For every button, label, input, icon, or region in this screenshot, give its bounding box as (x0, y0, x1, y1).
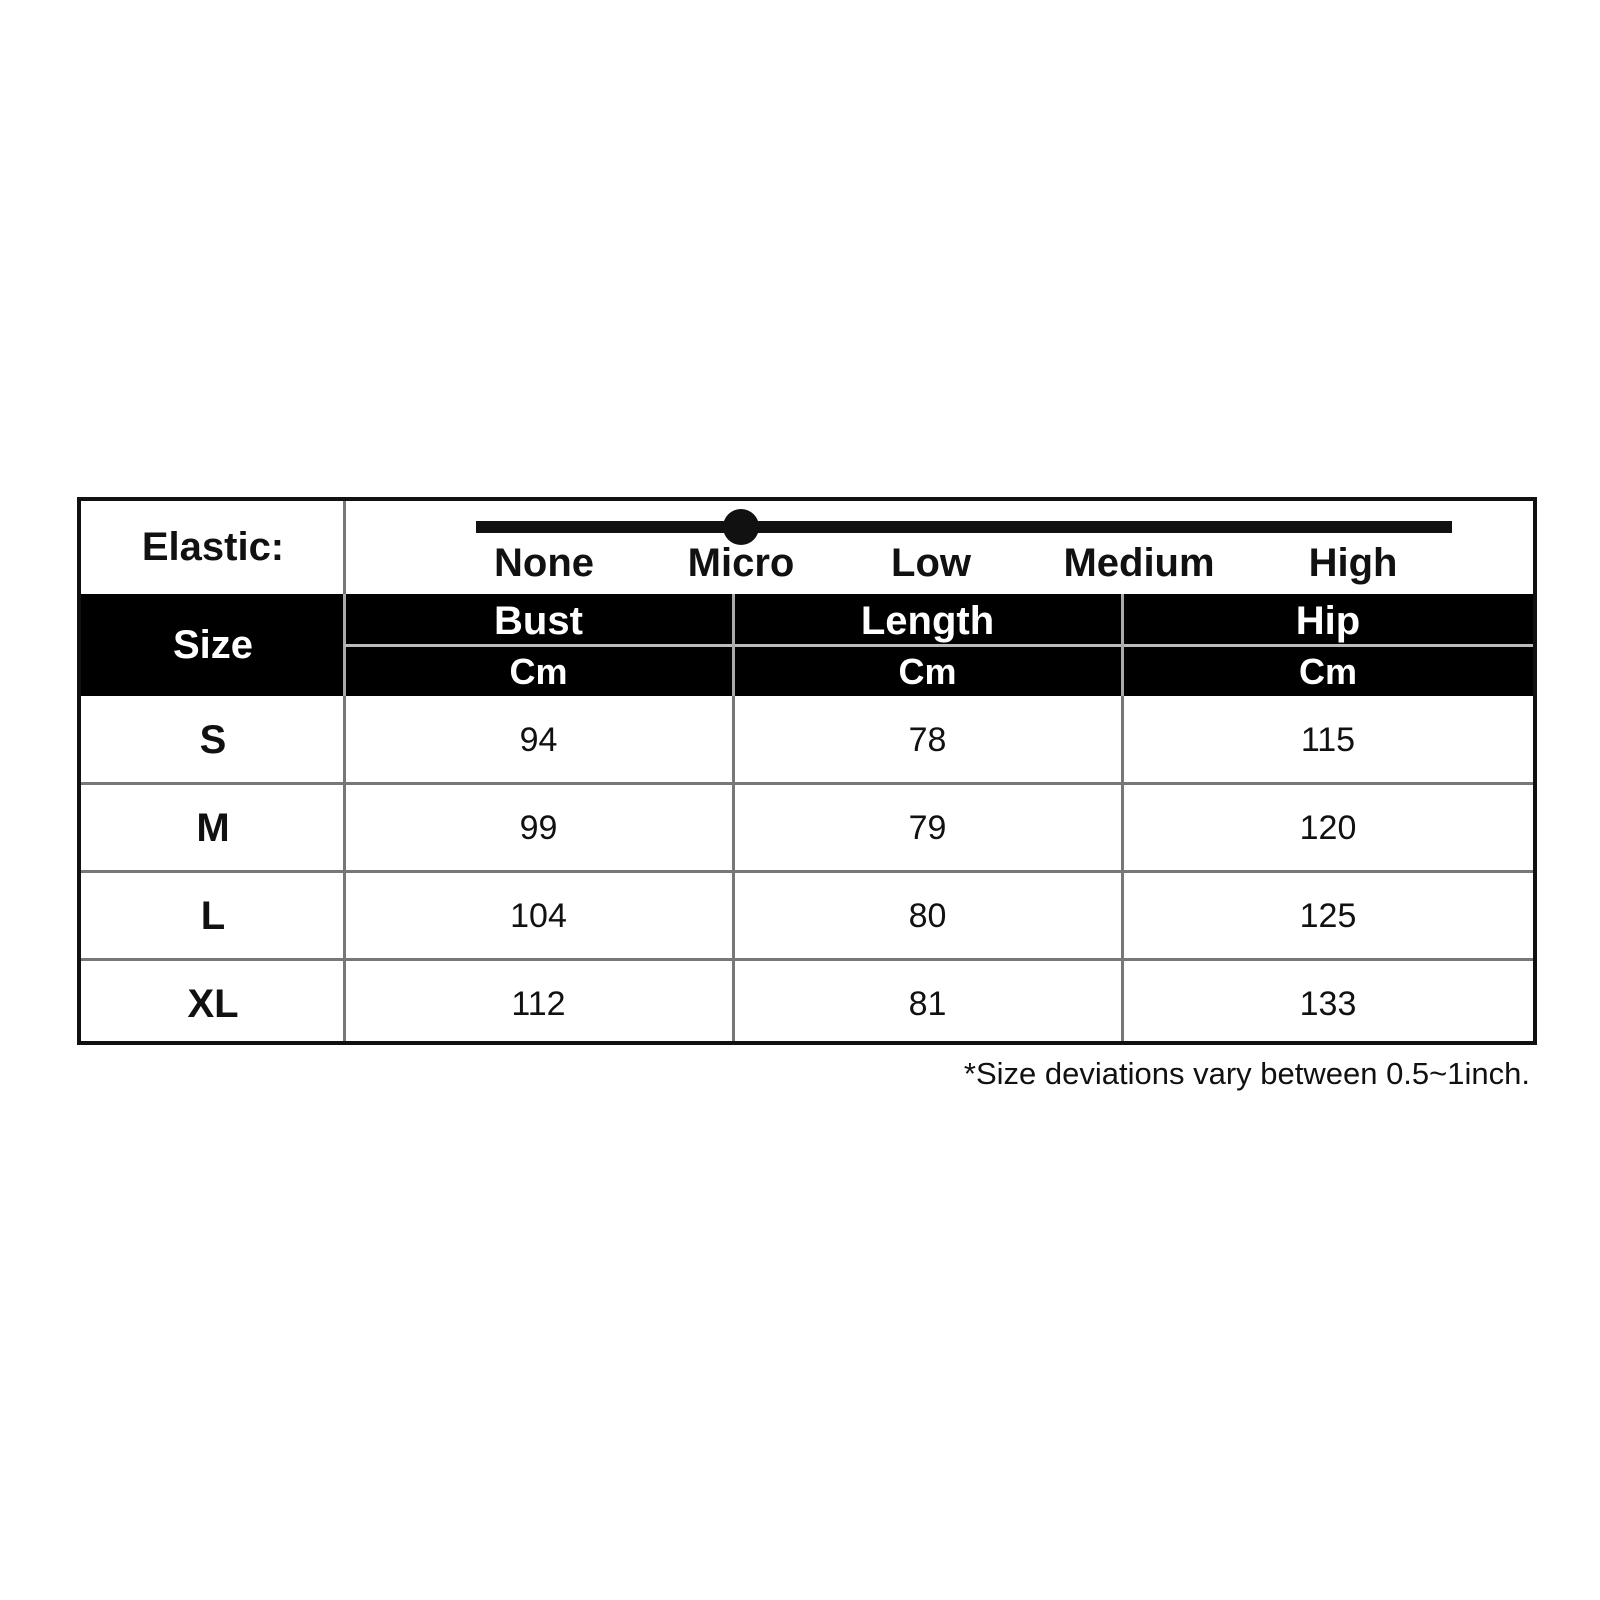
bust-value: 112 (511, 984, 566, 1023)
bust-unit: Cm (509, 650, 568, 692)
divider (1121, 594, 1124, 696)
length-value: 79 (908, 808, 947, 847)
size-column-header: Size (172, 622, 254, 667)
hip-column-header: Hip (1295, 598, 1361, 643)
size-chart (77, 497, 1537, 1045)
bust-value: 99 (519, 808, 558, 847)
length-value: 78 (908, 720, 947, 759)
elastic-level-none: None (494, 541, 594, 585)
table-row-size: L (200, 893, 226, 938)
length-value: 80 (908, 896, 947, 935)
elastic-level-micro: Micro (687, 541, 795, 585)
elastic-scale-indicator (723, 509, 759, 545)
table-row-size: S (199, 717, 227, 762)
elastic-level-medium: Medium (1063, 541, 1215, 585)
hip-value: 125 (1299, 896, 1357, 935)
hip-unit: Cm (1298, 650, 1357, 692)
divider (732, 594, 735, 696)
bust-value: 94 (519, 720, 558, 759)
bust-value: 104 (510, 896, 567, 935)
divider (343, 501, 346, 594)
table-row-size: XL (187, 981, 239, 1026)
length-unit: Cm (898, 650, 957, 692)
length-value: 81 (908, 984, 947, 1023)
hip-value: 133 (1299, 984, 1357, 1023)
table-row-size: M (196, 805, 230, 850)
elastic-label: Elastic: (141, 525, 285, 569)
hip-value: 120 (1299, 808, 1357, 847)
bust-column-header: Bust (494, 598, 583, 643)
size-deviation-note: *Size deviations vary between 0.5~1inch. (963, 1056, 1530, 1091)
elastic-level-low: Low (891, 541, 971, 585)
length-column-header: Length (860, 598, 995, 643)
hip-value: 115 (1300, 720, 1356, 759)
elastic-scale-track (476, 521, 1452, 533)
elastic-level-high: High (1308, 541, 1398, 585)
